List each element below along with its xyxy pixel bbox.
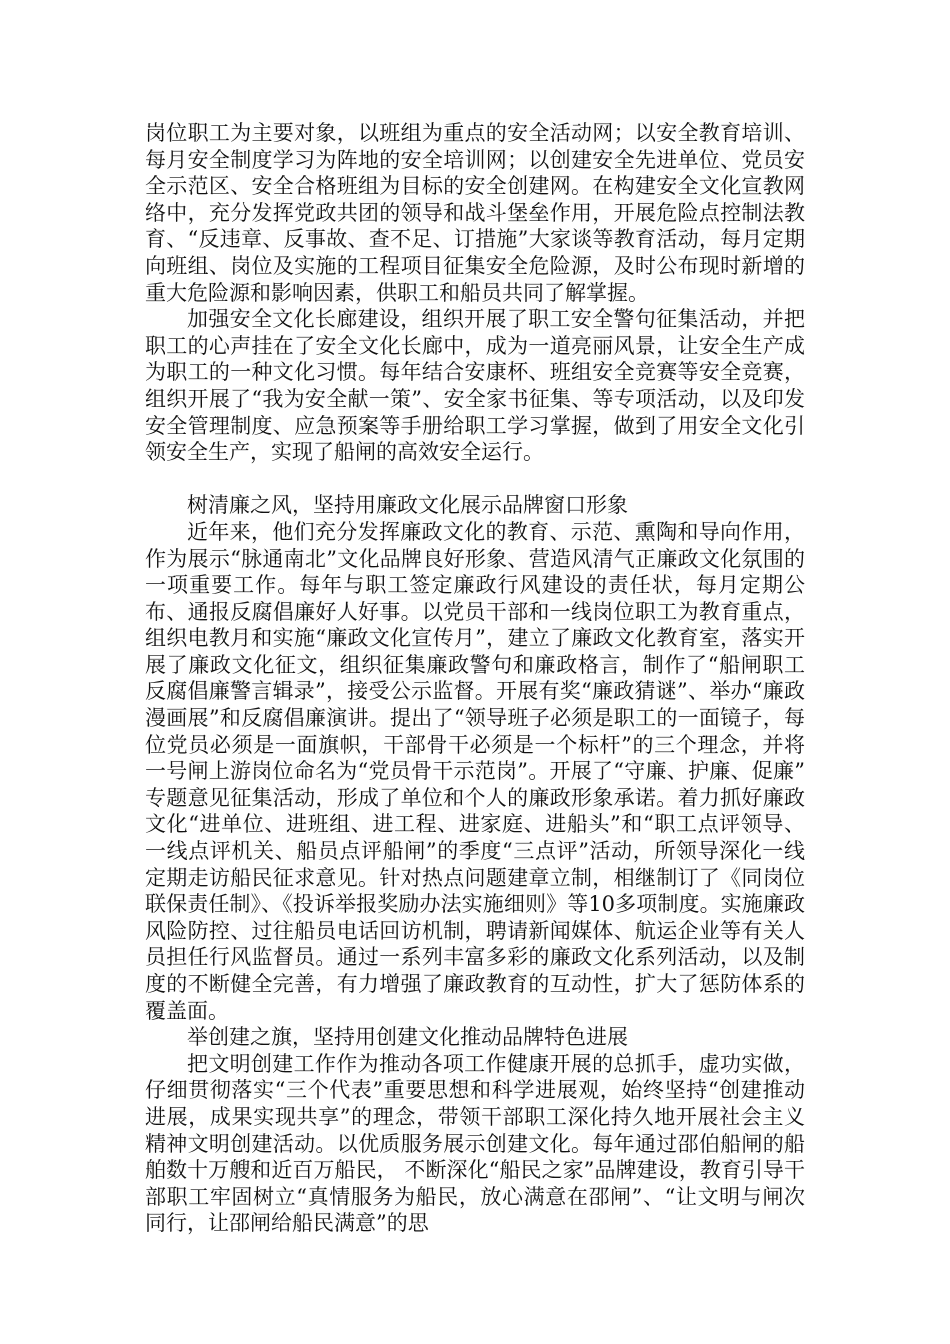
section-heading-integrity: 树清廉之风，坚持用廉政文化展示品牌窗口形象: [187, 493, 628, 518]
paragraph-civilization-creation: 把文明创建工作作为推动各项工作健康开展的总抓手，虚功实做，仔细贯彻落实“三个代表”重要思想和科学进展观，始终坚持“创建推动进展，成果实现共享”的理念，带领干部职工深化持久地开展社会主义精神文明创建活动。以优质服务展示创建文化。每年通过邵伯船闸的船舶数十万艘和近百万船民， 不断深化“船民之家”品牌建设，教育引导干部职工牢固树立“真情服务为船民，放心满意在邵闸”、“让文明与闸次同行，让邵闸给船民满意”的思: [145, 1051, 805, 1236]
paragraph-safety-network: 岗位职工为主要对象，以班组为重点的安全活动网；以安全教育培训、每月安全制度学习为阵地的安全培训网；以创建安全先进单位、党员安全示范区、安全合格班组为目标的安全创建网。在构建安全文化宣教网络中，充分发挥党政共团的领导和战斗堡垒作用，开展危险点控制法教育、“反违章、反事故、查不足、订措施”大家谈等教育活动，每月定期向班组、岗位及实施的工程项目征集安全危险源，及时公布现时新增的重大危险源和影响因素，供职工和船员共同了解掌握。: [145, 121, 805, 305]
paragraph-spacer: [145, 466, 805, 493]
document-body: [145, 120, 805, 1237]
section-heading-creation: 举创建之旗，坚持用创建文化推动品牌特色进展: [187, 1025, 628, 1050]
paragraph-integrity-culture: 近年来，他们充分发挥廉政文化的教育、示范、熏陶和导向作用，作为展示“脉通南北”文化品牌良好形象、营造风清气正廉政文化氛围的一项重要工作。每年与职工签定廉政行风建设的责任状，每月定期公布、通报反腐倡廉好人好事。以党员干部和一线岗位职工为教育重点，组织电教月和实施“廉政文化宣传月”，建立了廉政文化教育室，落实开展了廉政文化征文，组织征集廉政警句和廉政格言，制作了“船闸职工反腐倡廉警言辑录”，接受公示监督。开展有奖“廉政猜谜”、举办“廉政漫画展”和反腐倡廉演讲。提出了“领导班子必须是职工的一面镜子，每位党员必须是一面旗帜，干部骨干必须是一个标杆”的三个理念，并将一号闸上游岗位命名为“党员骨干示范岗”。开展了“守廉、护廉、促廉” 专题意见征集活动，形成了单位和个人的廉政形象承诺。着力抓好廉政文化“进单位、进班组、进工程、进家庭、进船头”和“职工点评领导、一线点评机关、船员点评船闸”的季度“三点评”活动，所领导深化一线定期走访船民征求意见。针对热点问题建章立制，相继制订了《同岗位联保责任制》、《投诉举报奖励办法实施细则》等10多项制度。实施廉政风险防控、过往船员电话回访机制，聘请新闻媒体、航运企业等有关人员担任行风监督员。通过一系列丰富多彩的廉政文化系列活动，以及制度的不断健全完善，有力增强了廉政教育的互动性，扩大了惩防体系的覆盖面。: [145, 519, 805, 1023]
paragraph-safety-corridor: 加强安全文化长廊建设，组织开展了职工安全警句征集活动，并把职工的心声挂在了安全文化长廊中，成为一道亮丽风景，让安全生产成为职工的一种文化习惯。每年结合安康杯、班组安全竞赛等安全竞赛，组织开展了“我为安全献一策”、安全家书征集、等专项活动，以及印发安全管理制度、应急预案等手册给职工学习掌握，做到了用安全文化引领安全生产，实现了船闸的高效安全运行。: [145, 307, 805, 465]
